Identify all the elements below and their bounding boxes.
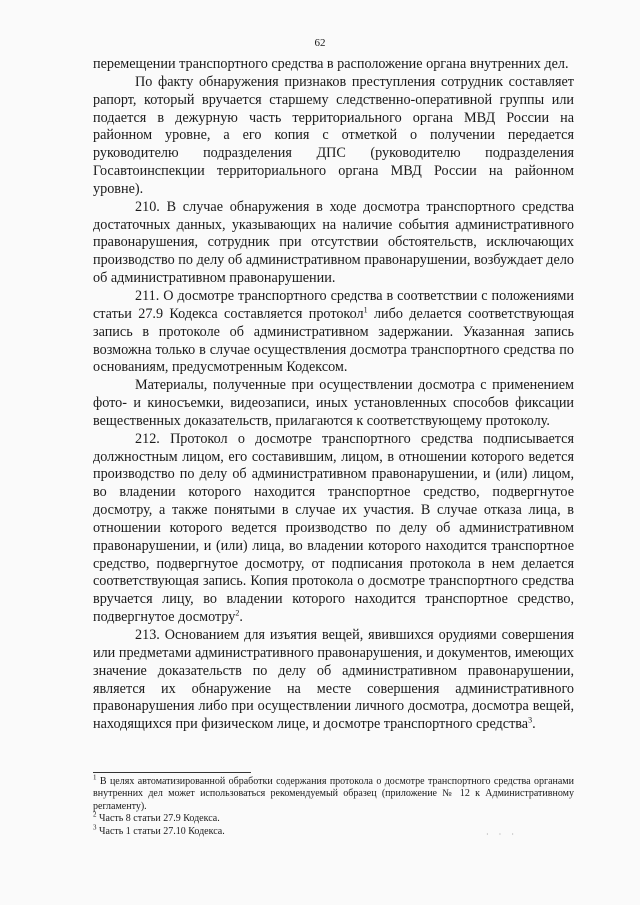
footnote-mark: 3 (93, 823, 97, 832)
paragraph-text: 212. Протокол о досмотре транспортного средства подписывается должностным лицом, его составившим, лицом, в отношении которого ведется производство по делу об административном правонарушении, и (или) лицом, во владении которого находится транспортное средство, подвергнутое досмотру, а также понятыми в случае их участия. В случае отказа лица, в отношении которого ведется производство по делу об административном правонарушении, и (или) лица, во владении которого находится транспортное средство, подвергнутое досмотру, от подписания протокола в нем делается соответствующая запись. Копия протокола о досмотре транспортного средства вручается лицу, во владении которого находится транспортное средство, подвергнутое досмотру (93, 430, 574, 626)
paragraph-text: 213. Основанием для изъятия вещей, явившихся орудиями совершения или предметами административного правонарушения, и документов, имеющих значение доказательств по делу об административном правонарушении, является их обнаружение на месте совершения административного правонарушения либо при осуществлении личного досмотра, досмотра вещей, находящихся при физическом лице, и досмотре транспортного средства (93, 627, 574, 733)
footnote-ref[interactable]: 2 (235, 608, 240, 618)
paragraph-text: перемещении транспортного средства в расположение органа внутренних дел. (93, 56, 569, 72)
paragraph-text: . (239, 609, 243, 626)
document-body (93, 56, 574, 734)
footnote-fn2 (93, 810, 574, 825)
footnote-mark: 2 (93, 810, 97, 819)
paragraph-text: 210. В случае обнаружения в ходе досмотра транспортного средства достаточных данных, указывающих на наличие события административного правонарушения, сотрудник при отсутствии обстоятельств, исключающих производство по делу об административном правонарушении, возбуждает дело об административном правонарушении. (93, 198, 574, 287)
paragraph-p211 (93, 288, 574, 377)
paragraph-p0 (93, 56, 574, 74)
paragraph-text: либо делается соответствующая запись в протоколе об административном задержании. Указанная запись возможна только в случае осуществления досмотра транспортного средства по основаниям, предусмотренным Кодексом. (93, 305, 574, 376)
page-number: 62 (314, 37, 326, 49)
paragraph-p213 (93, 627, 574, 734)
paragraph-text: Материалы, полученные при осуществлении досмотра с применением фото- и киносъемки, видеозаписи, иных установленных способов фиксации вещественных доказательств, прилагаются к соответствующему протоколу. (93, 377, 574, 429)
paragraph-p211b (93, 377, 574, 431)
scan-artifact: · · · (486, 830, 518, 839)
paragraph-p212 (93, 431, 574, 627)
paragraph-text: 211. О досмотре транспортного средства в соответствии с положениями статьи 27.9 Кодекса составляется протокол (93, 287, 574, 322)
footnote-ref[interactable]: 3 (528, 715, 533, 725)
footnote-text: Часть 8 статьи 27.9 Кодекса. (96, 813, 220, 825)
footnote-text: В целях автоматизированной обработки содержания протокола о досмотре транспортного средства органами внутренних дел может использоваться рекомендуемый образец (приложение № 12 к Административному регламенту). (93, 776, 574, 812)
paragraph-text: . (532, 716, 536, 733)
paragraph-p1 (93, 74, 574, 199)
footnote-text: Часть 1 статьи 27.10 Кодекса. (96, 825, 225, 837)
footnote-fn1 (93, 773, 574, 813)
footnote-ref[interactable]: 1 (363, 305, 368, 315)
paragraph-p210 (93, 199, 574, 288)
footnotes (93, 773, 574, 838)
footnote-separator (93, 772, 251, 773)
footnote-mark: 1 (93, 773, 97, 782)
paragraph-text: По факту обнаружения признаков преступления сотрудник составляет рапорт, который вручается старшему следственно-оперативной группы или подается в дежурную часть территориального органа МВД России на районном уровне, а его копия с отметкой о получении передается руководителю подразделения ДПС (руководителю подразделения Госавтоинспекции территориального органа МВД России на районном уровне). (93, 73, 574, 197)
